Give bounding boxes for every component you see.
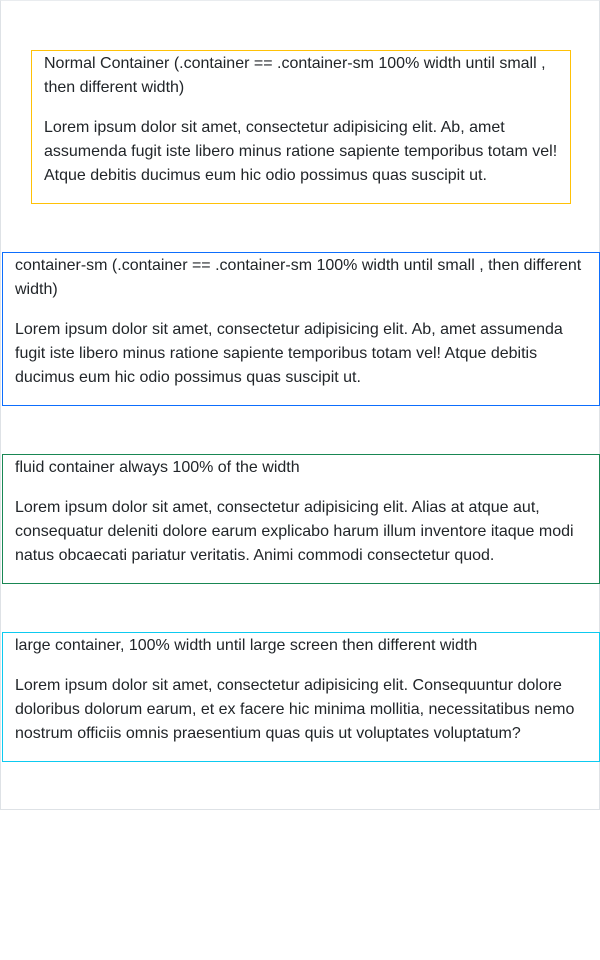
container-title: container-sm (.container == .container-sm 100% width until small , then different width)	[15, 257, 582, 298]
container-title: fluid container always 100% of the width	[15, 459, 300, 476]
container-sm	[2, 252, 600, 406]
container-body: Lorem ipsum dolor sit amet, consectetur adipisicing elit. Ab, amet assumenda fugit iste libero minus ratione sapiente temporibus totam vel! Atque debitis ducimus eum hic odio possimus quas suscipit ut.	[44, 119, 558, 184]
large-container	[2, 632, 600, 762]
container-body: Lorem ipsum dolor sit amet, consectetur adipisicing elit. Ab, amet assumenda fugit iste libero minus ratione sapiente temporibus totam vel! Atque debitis ducimus eum hic odio possimus quas suscipit ut.	[15, 321, 563, 386]
container-body: Lorem ipsum dolor sit amet, consectetur adipisicing elit. Alias at atque aut, consequatur deleniti dolore earum explicabo harum illum inventore itaque modi natus obcaecati pariatur veritatis. Animi commodi consectetur quod.	[15, 499, 574, 564]
container-body: Lorem ipsum dolor sit amet, consectetur adipisicing elit. Consequuntur dolore doloribus dolorum earum, et ex facere hic minima mollitia, necessitatibus nemo nostrum officiis omnis praesentium quas quis ut voluptates voluptatum?	[15, 677, 575, 742]
normal-container	[31, 50, 571, 204]
container-title: Normal Container (.container == .container-sm 100% width until small , then different width)	[44, 55, 546, 96]
container-title: large container, 100% width until large screen then different width	[15, 637, 478, 654]
fluid-container	[2, 454, 600, 584]
